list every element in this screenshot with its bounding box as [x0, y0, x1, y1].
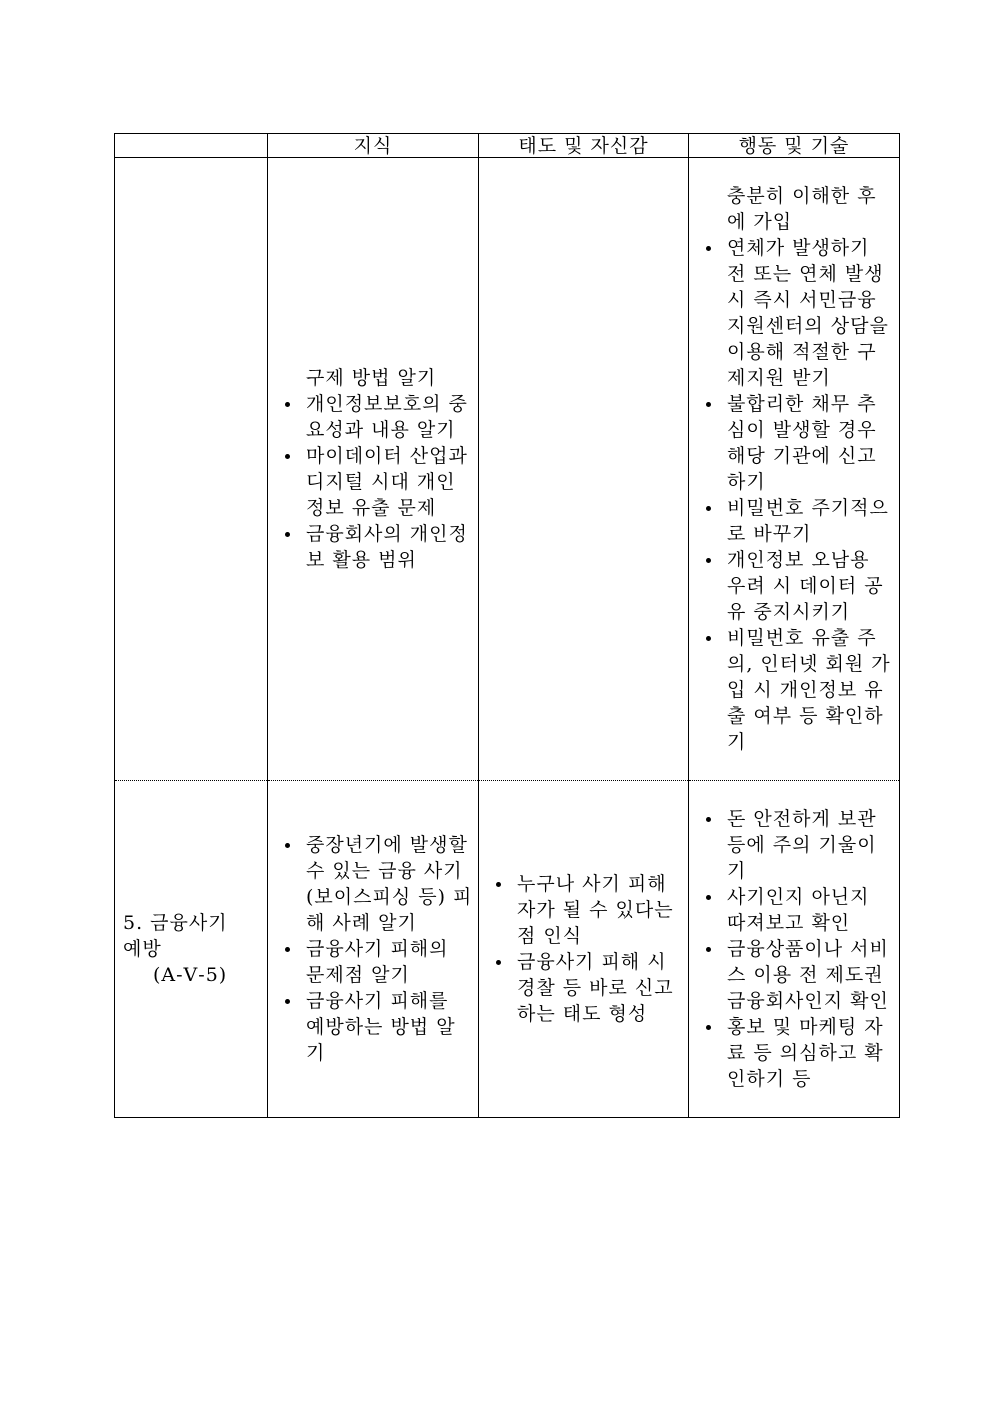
list-item: 중장년기에 발생할 수 있는 금융 사기(보이스피싱 등) 피해 사례 알기 [276, 832, 474, 936]
list-item: 금융회사의 개인정보 활용 범위 [276, 521, 474, 573]
list-item: 사기인지 아닌지 따져보고 확인 [697, 884, 895, 936]
header-row [115, 134, 900, 158]
list-item: 개인정보 오남용 우려 시 데이터 공유 중지시키기 [697, 547, 895, 625]
list-item: 마이데이터 산업과 디지털 시대 개인정보 유출 문제 [276, 443, 474, 521]
behavior-cell [689, 158, 900, 781]
list-item: 연체가 발생하기 전 또는 연체 발생 시 즉시 서민금융지원센터의 상담을 이용해 적절한 구제지원 받기 [697, 235, 895, 391]
behavior-cell [689, 781, 900, 1118]
list-item: 개인정보보호의 중요성과 내용 알기 [276, 391, 474, 443]
header-behavior: 행동 및 기술 [689, 134, 900, 158]
header-knowledge: 지식 [268, 134, 479, 158]
knowledge-list [276, 365, 474, 573]
header-attitude: 태도 및 자신감 [479, 134, 689, 158]
topic-cell [115, 158, 268, 781]
topic-title-cont: 예방 [123, 938, 162, 960]
knowledge-cell [268, 158, 479, 781]
list-item: 금융상품이나 서비스 이용 전 제도권 금융회사인지 확인 [697, 936, 895, 1014]
topic-cell [115, 781, 268, 1118]
list-item: 누구나 사기 피해자가 될 수 있다는 점 인식 [487, 871, 684, 949]
competency-table [114, 133, 900, 1118]
list-item: 비밀번호 주기적으로 바꾸기 [697, 495, 895, 547]
behavior-list [697, 183, 895, 755]
attitude-cell [479, 158, 689, 781]
list-item: 불합리한 채무 추심이 발생할 경우 해당 기관에 신고하기 [697, 391, 895, 495]
list-item: 금융사기 피해 시 경찰 등 바로 신고하는 태도 형성 [487, 949, 684, 1027]
list-item: 구제 방법 알기 [306, 367, 437, 389]
list-item: 비밀번호 유출 주의, 인터넷 회원 가입 시 개인정보 유출 여부 등 확인하기 [697, 625, 895, 755]
list-item: 금융사기 피해의 문제점 알기 [276, 936, 474, 988]
list-item: 충분히 이해한 후에 가입 [727, 185, 877, 233]
table-row [115, 158, 900, 781]
attitude-list [487, 871, 684, 1027]
knowledge-list [276, 832, 474, 1066]
topic-title: 5. 금융사기 [123, 912, 228, 934]
list-item: 금융사기 피해를 예방하는 방법 알기 [276, 988, 474, 1066]
table-row [115, 781, 900, 1118]
header-topic [115, 134, 268, 158]
list-item: 돈 안전하게 보관 등에 주의 기울이기 [697, 806, 895, 884]
list-item: 홍보 및 마케팅 자료 등 의심하고 확인하기 등 [697, 1014, 895, 1092]
knowledge-cell [268, 781, 479, 1118]
topic-code: (A-Ⅴ-5) [153, 964, 228, 986]
attitude-cell [479, 781, 689, 1118]
behavior-list [697, 806, 895, 1092]
